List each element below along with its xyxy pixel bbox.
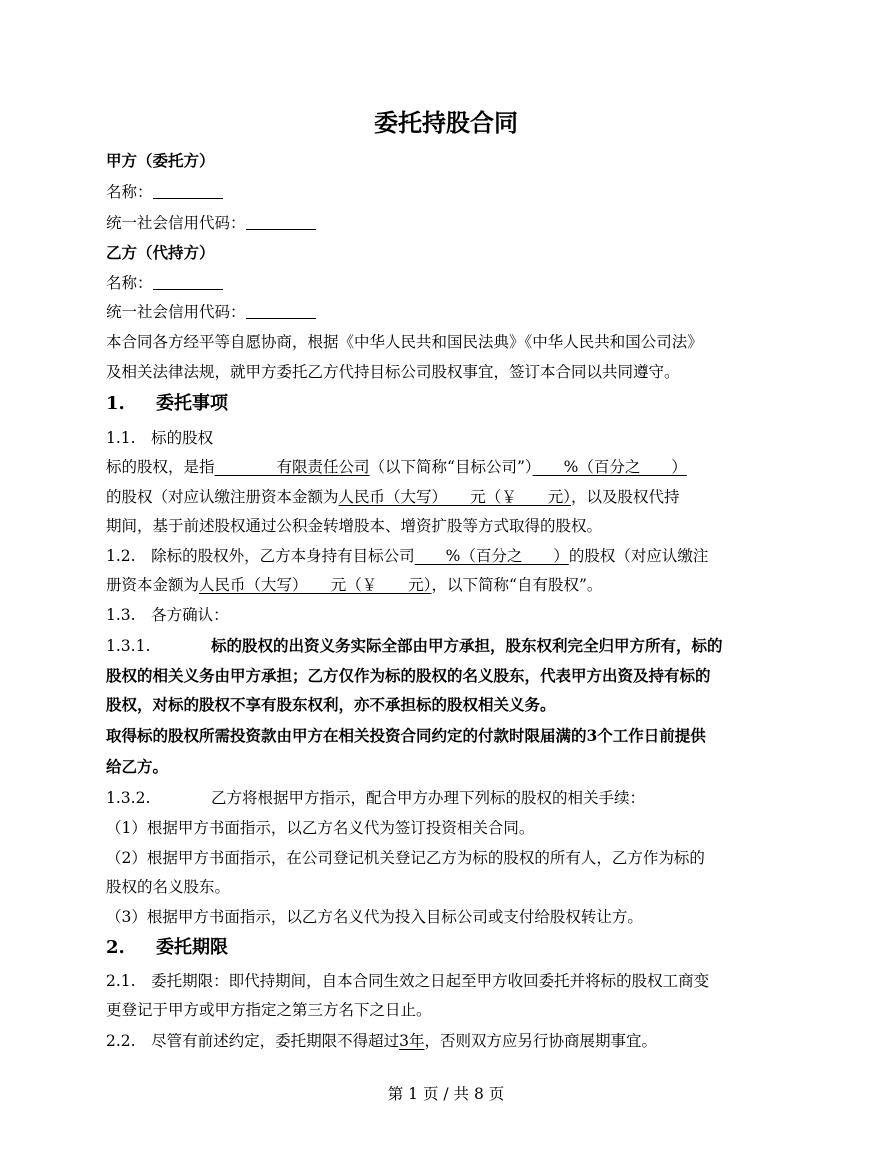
list-item-2-line-2: 股权的名义股东。 — [106, 878, 231, 896]
party-b-code-line — [106, 302, 316, 322]
clause-1-1-heading: 1.1. 标的股权 — [106, 429, 214, 447]
clause-2-1-line-2: 更登记于甲方或甲方指定之第三方名下之日止。 — [106, 1001, 432, 1019]
text-run: ，以及股权代持 — [571, 488, 680, 506]
clause-1-3-1-line-5: 给乙方。 — [106, 757, 169, 776]
clause-1-1-line-1 — [106, 457, 687, 477]
underlined-term: 3年 — [399, 1032, 425, 1050]
text-run: ，否则双方应另行协商展期事宜。 — [424, 1032, 657, 1050]
clause-1-3-2-line — [106, 788, 645, 808]
text-run: 册资本金额为 — [106, 576, 200, 594]
clause-1-3-1-line-4: 取得标的股权所需投资款由甲方在相关投资合同约定的付款时限届满的3个工作日前提供 — [106, 726, 706, 745]
intro-line-2: 及相关法律法规，就甲方委托乙方代持目标公司股权事宜，签订本合同以共同遵守。 — [106, 363, 680, 381]
text-run: 的股权（对应认缴注册资本金额为 — [106, 488, 339, 506]
party-a-code-label: 统一社会信用代码： — [106, 214, 246, 232]
party-b-name-label: 名称： — [106, 274, 153, 292]
section-1-number: 1. — [106, 393, 125, 414]
list-item-1: （1）根据甲方书面指示，以乙方名义代为签订投资相关合同。 — [106, 819, 535, 837]
document-title: 委托持股合同 — [374, 108, 518, 137]
party-b-name-line — [106, 273, 223, 293]
list-item-3: （3）根据甲方书面指示，以乙方名义代为投入目标公司或支付给股权转让方。 — [106, 908, 643, 926]
intro-line-1: 本合同各方经平等自愿协商，根据《中华人民共和国民法典》《中华人民共和国公司法》 — [106, 333, 703, 351]
section-1-heading — [106, 394, 228, 414]
clause-number: 1.3.2. — [106, 789, 151, 807]
party-b-code-label: 统一社会信用代码： — [106, 303, 246, 321]
clause-1-1-line-3: 期间，基于前述股权通过公积金转增股本、增资扩股等方式取得的股权。 — [106, 517, 603, 535]
section-2-title: 委托期限 — [156, 937, 228, 958]
text-run: ，以下简称“自有股权”。 — [431, 576, 603, 594]
party-a-code-blank — [246, 213, 316, 230]
underlined-company-blank: 有限责任公司 — [214, 458, 370, 476]
underlined-percent-blank: %（百分之 ） — [414, 547, 569, 565]
clause-number: 1.3.1. — [106, 637, 151, 655]
party-b-heading: 乙方（代持方） — [106, 243, 215, 262]
underlined-amount-blank: 人民币（大写） 元（￥ 元） — [199, 576, 432, 594]
party-a-name-blank — [153, 182, 223, 199]
party-a-code-line — [106, 213, 316, 233]
clause-1-3-1-line-2: 股权的相关义务由甲方承担；乙方仅作为标的股权的名义股东，代表甲方出资及持有标的 — [106, 666, 711, 685]
section-2-heading — [106, 938, 228, 958]
section-1-title: 委托事项 — [156, 393, 228, 414]
text-run: 2.2. 尽管有前述约定，委托期限不得超过 — [106, 1032, 400, 1050]
clause-1-2-line-2 — [106, 575, 602, 595]
text-run: 标的股权的出资义务实际全部由甲方承担，股东权利完全归甲方所有，标的 — [211, 636, 723, 655]
party-a-heading: 甲方（委托方） — [106, 151, 215, 170]
clause-1-3-1-line-1 — [106, 636, 723, 656]
party-a-name-line — [106, 182, 223, 202]
text-run: 的股权（对应认缴注 — [568, 547, 709, 565]
underlined-percent-blank: %（百分之 ） — [532, 458, 687, 476]
party-b-code-blank — [246, 302, 316, 319]
text-run: 标的股权，是指 — [106, 458, 215, 476]
clause-2-2-line — [106, 1031, 657, 1051]
text-run: （以下简称“目标公司”） — [369, 458, 533, 476]
text-run: 乙方将根据甲方指示，配合甲方办理下列标的股权的相关手续： — [211, 789, 646, 807]
clause-1-3-heading: 1.3. 各方确认： — [106, 606, 229, 624]
party-b-name-blank — [153, 273, 223, 290]
clause-1-3-1-line-3: 股权，对标的股权不享有股东权利，亦不承担标的股权相关义务。 — [106, 695, 556, 714]
underlined-amount-blank: 人民币（大写） 元（￥ 元） — [338, 488, 572, 506]
clause-1-2-line-1 — [106, 546, 708, 566]
list-item-2-line-1: （2）根据甲方书面指示，在公司登记机关登记乙方为标的股权的所有人，乙方作为标的 — [106, 849, 705, 867]
party-a-name-label: 名称： — [106, 183, 153, 201]
page-number-footer: 第 1 页 / 共 8 页 — [387, 1085, 505, 1103]
clause-2-1-line-1: 2.1. 委托期限：即代持期间，自本合同生效之日起至甲方收回委托并将标的股权工商变 — [106, 972, 710, 990]
section-2-number: 2. — [106, 937, 125, 958]
text-run: 1.2. 除标的股权外，乙方本身持有目标公司 — [106, 547, 415, 565]
clause-1-1-line-2 — [106, 487, 680, 507]
